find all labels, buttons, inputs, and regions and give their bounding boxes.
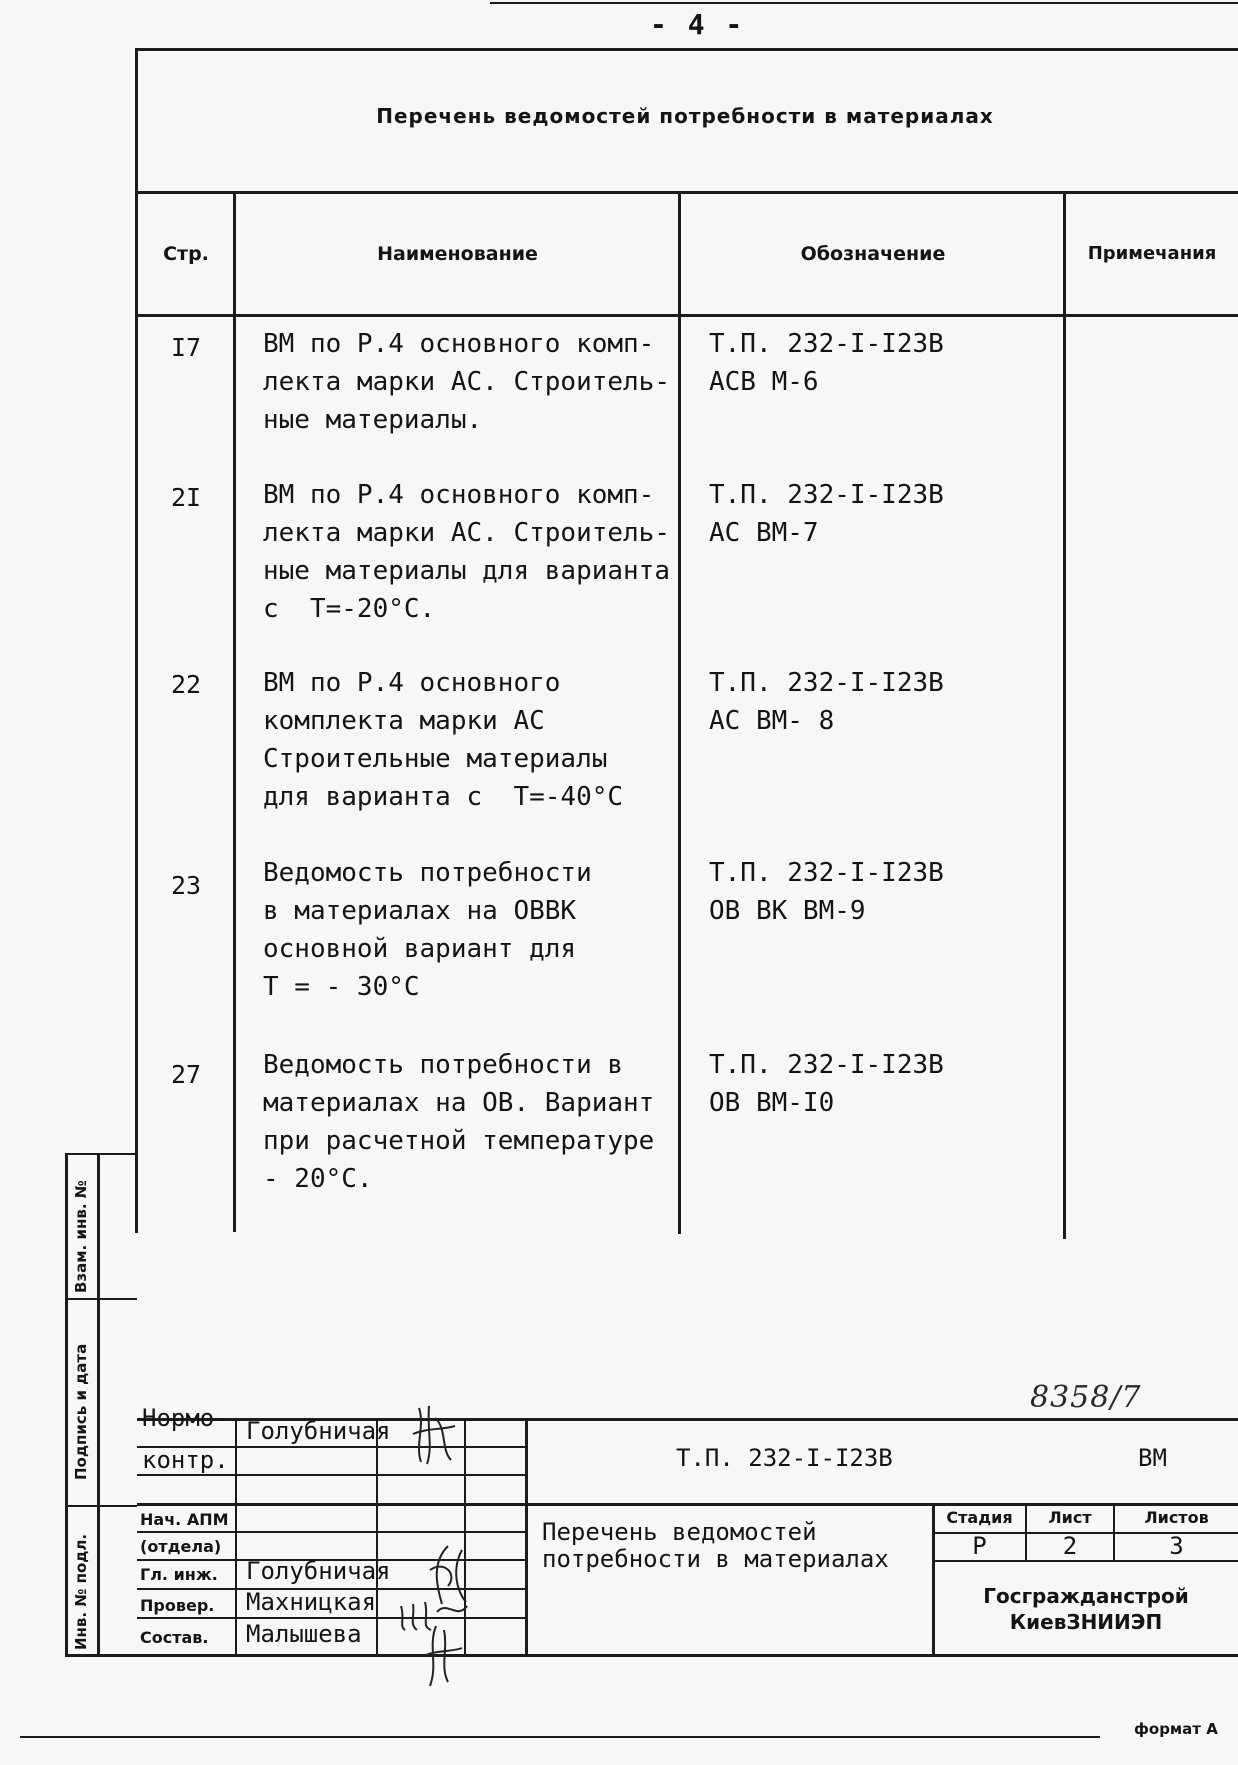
row-code: Т.П. 232-I-I23В АС ВМ- 8 [709, 668, 944, 736]
side-label-inv: Инв. № подл. [72, 1533, 90, 1650]
col-header-page: Стр. [163, 243, 209, 265]
stamp-sheets: 3 [1169, 1532, 1184, 1560]
stamp-nach-label-1: Нач. АПМ [140, 1510, 229, 1529]
stamp-norm-label-2: контр. [142, 1446, 229, 1474]
col-header-code: Обозначение [800, 243, 946, 265]
stamp-stage: Р [972, 1532, 987, 1560]
row-page: I7 [170, 333, 202, 362]
stamp-sheet: 2 [1062, 1532, 1078, 1560]
row-code: Т.П. 232-I-I23В ОВ ВМ-I0 [709, 1050, 944, 1118]
stamp-norm-label-1: Нормо- [142, 1404, 229, 1432]
col-header-note: Примечания [1087, 243, 1217, 264]
stamp-org-2: КиевЗНИИЭП [1009, 1610, 1163, 1634]
frame-top [135, 48, 1238, 51]
stamp-org-1: Госгражданстрой [983, 1584, 1189, 1608]
stamp-doc-code: Т.П. 232-I-I23В [676, 1444, 893, 1472]
stamp-doc-mark: ВМ [1138, 1444, 1167, 1472]
stamp-prov-label: Провер. [140, 1596, 215, 1615]
stamp-sost-label: Состав. [140, 1628, 209, 1647]
row-name: ВМ по Р.4 основного комп- лекта марки АС. Строитель- ные материалы. [263, 329, 670, 435]
side-label-vzam: Взам. инв. № [72, 1180, 90, 1293]
format-label: формат А [1134, 1720, 1218, 1738]
row-page: 22 [170, 670, 202, 699]
row-page: 2I [170, 483, 202, 512]
row-code: Т.П. 232-I-I23В АС ВМ-7 [709, 480, 944, 548]
row-name: Ведомость потребности в материалах на ОВ. Вариант при расчетной температуре - 20°С. [263, 1050, 655, 1194]
signature-norm [405, 1400, 465, 1470]
row-code: Т.П. 232-I-I23В АСВ М-6 [709, 329, 944, 397]
handwritten-number: 8358/7 [1030, 1380, 1142, 1415]
page-title: Перечень ведомостей потребности в материалах [376, 104, 994, 128]
stamp-sost-name: Малышева [246, 1620, 362, 1648]
stamp-doc-title-2: потребности в материалах [542, 1545, 889, 1573]
stamp-sheet-label: Лист [1048, 1508, 1092, 1527]
col-header-name: Наименование [377, 243, 538, 265]
row-page: 23 [170, 871, 202, 900]
stamp-gl-name: Голубничая [246, 1557, 391, 1585]
stamp-norm-name: Голубничая [246, 1417, 391, 1445]
stamp-prov-name: Махницкая [246, 1588, 377, 1616]
row-code: Т.П. 232-I-I23В ОВ ВК ВМ-9 [709, 858, 944, 926]
row-name: ВМ по Р.4 основного комплекта марки АС Строительные материалы для варианта с Т=-40°С [263, 668, 624, 812]
row-name: ВМ по Р.4 основного комп- лекта марки АС. Строитель- ные материалы для варианта с Т=-20°С. [263, 480, 670, 624]
row-name: Ведомость потребности в материалах на ОВВК основной вариант для Т = - 30°С [263, 858, 592, 1002]
stamp-doc-title-1: Перечень ведомостей [542, 1518, 817, 1546]
page-number: - 4 - [650, 8, 745, 41]
row-page: 27 [170, 1060, 202, 1089]
side-label-podpis: Подпись и дата [72, 1343, 90, 1480]
stamp-gl-label: Гл. инж. [140, 1565, 218, 1584]
signature-sost [418, 1620, 468, 1690]
frame-left [135, 48, 138, 1233]
stamp-stage-label: Стадия [946, 1508, 1013, 1527]
stamp-sheets-label: Листов [1144, 1508, 1209, 1527]
stamp-nach-label-2: (отдела) [140, 1537, 222, 1556]
